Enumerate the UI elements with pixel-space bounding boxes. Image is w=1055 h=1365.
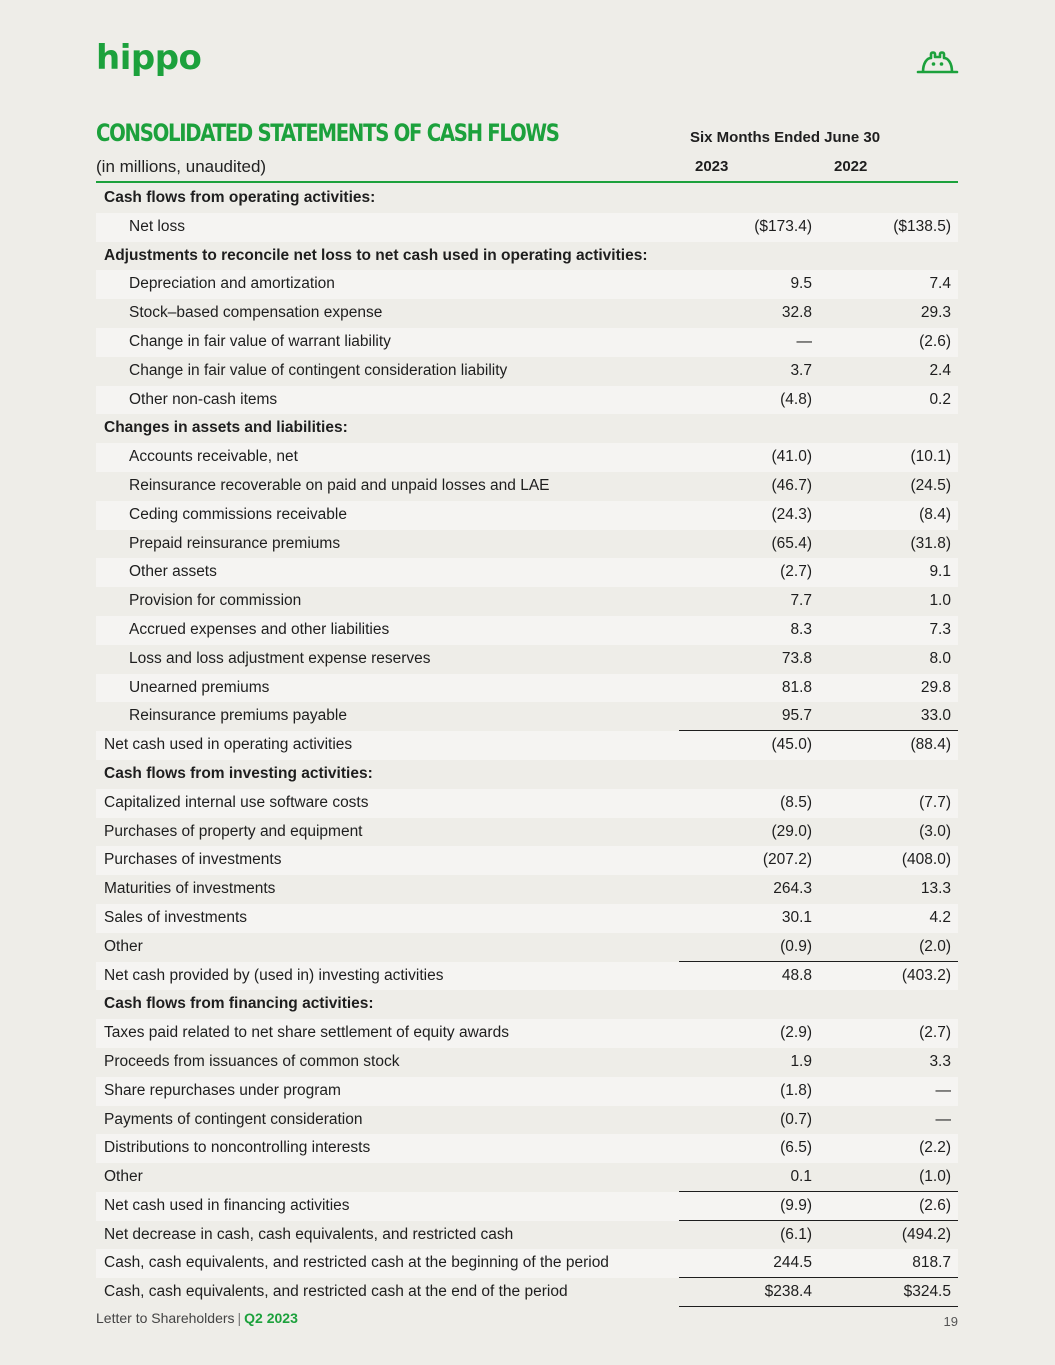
row-label: Provision for commission: [129, 592, 302, 610]
row-label: Reinsurance premiums payable: [129, 707, 347, 725]
value-2023: —: [796, 332, 812, 350]
table-row: [96, 1106, 958, 1135]
table-row: [96, 1278, 958, 1307]
value-2023: 8.3: [790, 620, 812, 638]
table-row: [96, 789, 958, 818]
row-label: Cash, cash equivalents, and restricted cash at the end of the period: [104, 1283, 568, 1301]
section-header-row: [96, 242, 958, 271]
column-header-2023: 2023: [695, 158, 729, 175]
table-row: [96, 962, 958, 991]
table-row: [96, 213, 958, 242]
value-2022: (2.7): [919, 1024, 951, 1042]
value-2023: (1.8): [780, 1081, 812, 1099]
value-2023: (8.5): [780, 793, 812, 811]
table-row: [96, 1134, 958, 1163]
table-row: [96, 1163, 958, 1192]
value-2023: (9.9): [780, 1196, 812, 1214]
value-2023: (46.7): [771, 476, 812, 494]
value-2022: —: [935, 1110, 951, 1128]
value-2023: (6.1): [780, 1225, 812, 1243]
header-divider: [96, 181, 958, 183]
table-row: [96, 1249, 958, 1278]
row-label: Reinsurance recoverable on paid and unpaid losses and LAE: [129, 476, 550, 494]
table-row: [96, 587, 958, 616]
hippo-logo: hippo: [96, 38, 202, 78]
value-2022: ($138.5): [893, 217, 951, 235]
cash-flow-table: [96, 184, 958, 1307]
value-2022: (494.2): [901, 1225, 951, 1243]
row-label: Cash, cash equivalents, and restricted cash at the beginning of the period: [104, 1254, 609, 1272]
value-2023: (207.2): [762, 851, 812, 869]
value-2023: 244.5: [773, 1254, 812, 1272]
table-row: [96, 1019, 958, 1048]
value-2022: 818.7: [912, 1254, 951, 1272]
row-label: Other assets: [129, 563, 217, 581]
value-2022: (7.7): [919, 793, 951, 811]
row-label: Net cash provided by (used in) investing activities: [104, 966, 444, 984]
value-2022: 3.3: [929, 1052, 951, 1070]
value-2023: 3.7: [790, 361, 812, 379]
value-2022: (2.6): [919, 1196, 951, 1214]
table-row: [96, 616, 958, 645]
value-2022: (31.8): [910, 534, 951, 552]
units-subtitle: (in millions, unaudited): [96, 157, 267, 176]
value-2022: (403.2): [901, 966, 951, 984]
value-2022: (408.0): [901, 851, 951, 869]
value-2023: (41.0): [771, 448, 812, 466]
value-2022: 7.3: [929, 620, 951, 638]
value-2022: 33.0: [920, 707, 951, 725]
value-2023: 1.9: [790, 1052, 812, 1070]
value-2023: $238.4: [764, 1283, 812, 1301]
row-label: Stock–based compensation expense: [129, 304, 383, 322]
row-label: Distributions to noncontrolling interests: [104, 1139, 371, 1157]
value-2023: (2.7): [780, 563, 812, 581]
row-label: Sales of investments: [104, 908, 248, 926]
row-label: Net decrease in cash, cash equivalents, and restricted cash: [104, 1225, 514, 1243]
table-row: [96, 357, 958, 386]
row-label: Adjustments to reconcile net loss to net cash used in operating activities:: [104, 246, 648, 264]
value-2023: ($173.4): [754, 217, 812, 235]
value-2022: 13.3: [920, 880, 951, 898]
row-label: Depreciation and amortization: [129, 275, 335, 293]
table-row: [96, 270, 958, 299]
row-label: Taxes paid related to net share settlement of equity awards: [104, 1024, 509, 1042]
table-row: [96, 731, 958, 760]
value-2022: 29.3: [920, 304, 951, 322]
footer-separator: |: [237, 1310, 242, 1326]
row-label: Purchases of investments: [104, 851, 282, 869]
table-row: [96, 846, 958, 875]
row-label: Other: [104, 937, 143, 955]
page-title: CONSOLIDATED STATEMENTS OF CASH FLOWS: [96, 119, 559, 147]
value-2023: (24.3): [771, 505, 812, 523]
table-row: [96, 933, 958, 962]
value-2023: 0.1: [790, 1168, 812, 1186]
value-2022: 9.1: [929, 563, 951, 581]
row-label: Prepaid reinsurance premiums: [129, 534, 341, 552]
row-label: Share repurchases under program: [104, 1081, 341, 1099]
row-label: Cash flows from operating activities:: [104, 189, 376, 206]
value-2022: (88.4): [910, 736, 951, 754]
value-2023: 9.5: [790, 275, 812, 293]
row-label: Cash flows from investing activities:: [104, 764, 373, 782]
value-2023: (45.0): [771, 736, 812, 754]
row-label: Change in fair value of warrant liability: [129, 332, 391, 350]
value-2022: (8.4): [919, 505, 951, 523]
table-row: [96, 472, 958, 501]
value-2022: $324.5: [903, 1283, 951, 1301]
row-label: Net loss: [129, 217, 185, 235]
value-2023: (6.5): [780, 1139, 812, 1157]
period-header: Six Months Ended June 30: [690, 129, 881, 146]
row-label: Accrued expenses and other liabilities: [129, 620, 390, 638]
value-2022: 29.8: [920, 678, 951, 696]
section-header-row: [96, 760, 958, 789]
table-row: [96, 1221, 958, 1250]
table-row: [96, 1192, 958, 1221]
value-2023: (29.0): [771, 822, 812, 840]
hippo-mascot-icon: [916, 48, 959, 74]
value-2022: 2.4: [929, 361, 951, 379]
section-header-row: [96, 414, 958, 443]
value-2022: 1.0: [929, 592, 951, 610]
value-2023: 30.1: [781, 908, 812, 926]
table-row: [96, 328, 958, 357]
value-2022: 7.4: [929, 275, 951, 293]
value-2023: (4.8): [780, 390, 812, 408]
value-2022: 4.2: [929, 908, 951, 926]
row-label: Payments of contingent consideration: [104, 1110, 363, 1128]
footer-doc-name: Letter to Shareholders: [96, 1310, 235, 1326]
table-row: [96, 386, 958, 415]
footer-quarter: Q2 2023: [244, 1310, 298, 1326]
value-2023: 32.8: [781, 304, 812, 322]
row-label: Purchases of property and equipment: [104, 822, 363, 840]
column-header-2022: 2022: [834, 158, 868, 175]
row-label: Capitalized internal use software costs: [104, 793, 369, 811]
value-2023: (0.7): [780, 1110, 812, 1128]
table-row: [96, 1048, 958, 1077]
value-2022: —: [935, 1081, 951, 1099]
table-row: [96, 299, 958, 328]
table-row: [96, 558, 958, 587]
value-2022: (2.6): [919, 332, 951, 350]
row-label: Maturities of investments: [104, 880, 276, 898]
value-2023: 264.3: [773, 880, 812, 898]
value-2022: (24.5): [910, 476, 951, 494]
section-header-row: [96, 184, 958, 213]
value-2022: (2.0): [919, 937, 951, 955]
row-label: Proceeds from issuances of common stock: [104, 1052, 400, 1070]
row-label: Net cash used in financing activities: [104, 1196, 350, 1214]
row-label: Loss and loss adjustment expense reserves: [129, 649, 431, 667]
table-row: [96, 1077, 958, 1106]
value-2022: 0.2: [929, 390, 951, 408]
value-2023: 81.8: [781, 678, 812, 696]
table-row: [96, 501, 958, 530]
value-2022: (1.0): [919, 1168, 951, 1186]
value-2022: (10.1): [910, 448, 951, 466]
row-label: Changes in assets and liabilities:: [104, 419, 348, 437]
row-label: Net cash used in operating activities: [104, 736, 353, 754]
row-label: Unearned premiums: [129, 678, 270, 696]
row-label: Change in fair value of contingent consideration liability: [129, 361, 508, 379]
row-label: Other: [104, 1168, 143, 1186]
row-label: Ceding commissions receivable: [129, 505, 347, 523]
table-row: [96, 645, 958, 674]
table-row: [96, 443, 958, 472]
page-number: 19: [943, 1314, 958, 1329]
table-row: [96, 904, 958, 933]
table-row: [96, 702, 958, 731]
table-row: [96, 530, 958, 559]
value-2023: (65.4): [771, 534, 812, 552]
value-2023: 48.8: [781, 966, 812, 984]
table-row: [96, 818, 958, 847]
value-2022: (3.0): [919, 822, 951, 840]
footer-doc-label: [96, 1310, 298, 1326]
value-2023: 7.7: [790, 592, 812, 610]
section-header-row: [96, 990, 958, 1019]
row-label: Accounts receivable, net: [129, 448, 298, 466]
value-2022: 8.0: [929, 649, 951, 667]
table-row: [96, 875, 958, 904]
row-label: Cash flows from financing activities:: [104, 995, 374, 1013]
value-2023: 95.7: [781, 707, 812, 725]
value-2023: 73.8: [781, 649, 812, 667]
value-2022: (2.2): [919, 1139, 951, 1157]
table-row: [96, 674, 958, 703]
value-2023: (2.9): [780, 1024, 812, 1042]
value-2023: (0.9): [780, 937, 812, 955]
row-label: Other non-cash items: [129, 390, 278, 408]
